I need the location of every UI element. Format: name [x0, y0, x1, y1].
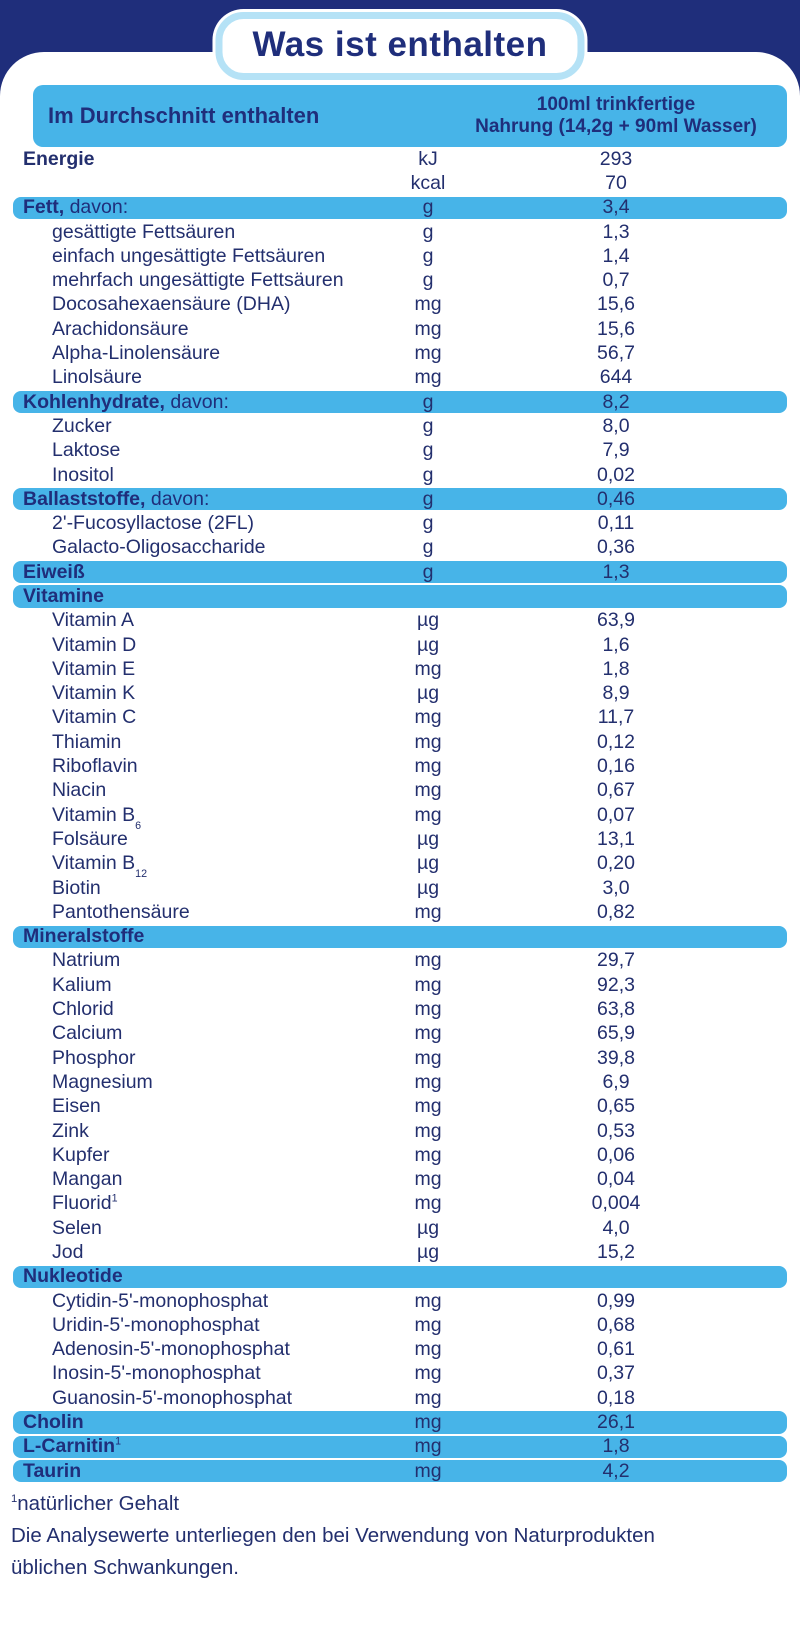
row-value: 0,67 [597, 779, 635, 802]
row-unit: mg [414, 1022, 442, 1045]
table-row [0, 827, 800, 851]
row-label: Taurin [23, 1459, 82, 1482]
row-unit: mg [414, 366, 442, 389]
footnote-marker: 1 [11, 1493, 18, 1506]
row-value: 8,0 [602, 414, 630, 437]
row-value: 56,7 [597, 342, 635, 365]
table-row [0, 317, 800, 341]
row-label: Pantothensäure [52, 900, 190, 923]
table-row [0, 779, 800, 803]
row-label: Inosin-5'-monophosphat [52, 1362, 261, 1385]
table-header-right-line2: Nahrung (14,2g + 90ml Wasser) [475, 116, 757, 137]
table-header-bar [33, 85, 787, 147]
row-unit: g [422, 463, 434, 486]
table-row [0, 730, 800, 754]
row-unit: µg [416, 852, 440, 875]
table-row [0, 1362, 800, 1386]
row-value: 0,7 [602, 269, 630, 292]
row-unit: g [422, 244, 434, 267]
row-label: Vitamin $B_6$ [52, 803, 142, 832]
table-row [0, 1022, 800, 1046]
row-unit: mg [414, 1289, 442, 1312]
row-value: 1,8 [602, 657, 630, 680]
row-unit: g [422, 196, 434, 219]
row-value: 0,36 [597, 536, 635, 559]
row-value: 0,37 [597, 1362, 635, 1385]
row-value: 11,7 [597, 706, 635, 729]
row-label: Kupfer [52, 1143, 110, 1166]
table-row [0, 293, 800, 317]
table-row [0, 925, 800, 949]
row-label: Mineralstoffe [23, 925, 145, 948]
table-row [0, 1289, 800, 1313]
row-label: Magnesium [52, 1070, 153, 1093]
row-label: Selen [52, 1216, 102, 1239]
row-value: 0,16 [597, 755, 635, 778]
row-value: 15,2 [597, 1241, 635, 1263]
table-row [0, 536, 800, 560]
row-label: Nukleotide [23, 1265, 123, 1288]
row-unit: µg [416, 876, 440, 899]
row-value: 0,68 [597, 1313, 635, 1336]
nutrition-label-card [0, 52, 800, 1626]
table-row [0, 220, 800, 244]
row-label: Vitamin D [52, 633, 137, 656]
row-value: 13,1 [597, 827, 635, 850]
row-unit: g [422, 269, 434, 292]
row-value: 29,7 [597, 949, 635, 972]
row-label: Energie [23, 147, 95, 170]
row-unit: g [422, 414, 434, 437]
row-value: 0,61 [597, 1338, 635, 1361]
row-unit: mg [414, 1192, 442, 1215]
row-value: 0,99 [597, 1289, 635, 1312]
row-value: 1,3 [602, 560, 630, 583]
table-row [0, 754, 800, 778]
row-unit: µg [416, 609, 440, 632]
row-label: Cytidin-5'-monophosphat [52, 1289, 269, 1312]
row-label: Vitamin $B_{12}$ [52, 852, 148, 881]
table-row [0, 949, 800, 973]
row-unit: mg [414, 803, 442, 826]
row-unit: mg [414, 342, 442, 365]
row-label: Adenosin-5'-monophosphat [52, 1338, 290, 1361]
row-unit: mg [414, 730, 442, 753]
table-row [0, 1459, 800, 1483]
table-row [0, 1338, 800, 1362]
row-value: 8,2 [602, 390, 630, 413]
row-unit: mg [414, 706, 442, 729]
row-value: 0,04 [597, 1168, 635, 1191]
row-value: 6,9 [602, 1070, 630, 1093]
table-row [0, 511, 800, 535]
nutrition-table [0, 147, 800, 1483]
row-value: 0,46 [597, 487, 635, 510]
table-row [0, 1313, 800, 1337]
table-row [0, 1410, 800, 1434]
row-value: 1,4 [602, 244, 630, 267]
row-unit: mg [414, 1411, 442, 1434]
table-row [0, 1119, 800, 1143]
table-row [0, 876, 800, 900]
row-label: Zink [52, 1119, 89, 1142]
table-row [0, 244, 800, 268]
row-value: 39,8 [597, 1046, 635, 1069]
table-row [0, 706, 800, 730]
analysis-note-line2: üblichen Schwankungen. [11, 1556, 239, 1579]
analysis-note-line1: Die Analysewerte unterliegen den bei Verwendung von Naturprodukten [11, 1524, 655, 1547]
row-label: Natrium [52, 949, 121, 972]
row-value: 63,9 [597, 609, 635, 632]
table-row [0, 1192, 800, 1216]
row-label: Eisen [52, 1095, 101, 1118]
row-label: Chlorid [52, 998, 114, 1021]
row-unit: mg [414, 1459, 442, 1482]
row-value: 0,11 [597, 512, 635, 535]
row-label: Alpha-Linolensäure [52, 342, 221, 365]
row-label: Fluorid$^1$ [52, 1192, 118, 1215]
row-unit: mg [414, 1435, 442, 1458]
row-label: Folsäure [52, 827, 128, 850]
row-label: Inositol [52, 463, 114, 486]
row-label: Zucker [52, 414, 112, 437]
table-row [0, 584, 800, 608]
row-label: Kohlenhydrate, davon: [23, 390, 229, 413]
row-value: 4,2 [602, 1459, 630, 1482]
row-unit: µg [416, 827, 440, 850]
row-value: 63,8 [597, 998, 635, 1021]
row-unit: mg [414, 1143, 442, 1166]
row-label: Phosphor [52, 1046, 136, 1069]
row-unit: mg [414, 1095, 442, 1118]
row-label: einfach ungesättigte Fettsäuren [52, 244, 326, 267]
table-row [0, 657, 800, 681]
row-unit: mg [414, 657, 442, 680]
row-unit: g [422, 439, 434, 462]
row-label: Niacin [52, 779, 107, 802]
table-row [0, 852, 800, 881]
row-value: 0,02 [597, 463, 635, 486]
row-label: Mangan [52, 1168, 123, 1191]
row-label: Vitamin C [52, 706, 137, 729]
row-label: Thiamin [52, 730, 122, 753]
row-unit: g [422, 536, 434, 559]
row-label: Fett, davon: [23, 196, 129, 219]
row-unit: µg [416, 1216, 440, 1239]
row-label: Uridin-5'-monophosphat [52, 1313, 260, 1336]
row-unit: g [422, 220, 434, 243]
row-label: Cholin [23, 1411, 84, 1434]
row-label: Vitamine [23, 584, 104, 607]
row-unit: mg [414, 755, 442, 778]
row-value: 26,1 [597, 1411, 635, 1434]
table-row [0, 1046, 800, 1070]
row-unit: kcal [410, 171, 446, 194]
table-row [0, 196, 800, 220]
table-row [0, 997, 800, 1021]
row-value: 0,82 [597, 900, 635, 923]
table-header-right-line1: 100ml trinkfertige [536, 94, 696, 115]
row-unit: mg [414, 1070, 442, 1093]
table-row [0, 414, 800, 438]
row-value: 0,65 [597, 1095, 635, 1118]
row-label: 2'-Fucosyllactose (2FL) [52, 512, 255, 535]
table-row [0, 900, 800, 924]
row-unit: µg [416, 682, 440, 705]
table-row [0, 633, 800, 657]
table-row [0, 487, 800, 511]
row-value: 0,004 [591, 1192, 641, 1215]
row-unit: g [422, 560, 434, 583]
page-title: Was ist enthalten [252, 25, 548, 64]
table-row [0, 147, 800, 171]
table-row [0, 1240, 800, 1264]
row-label: mehrfach ungesättigte Fettsäuren [52, 269, 344, 292]
row-unit: mg [414, 1313, 442, 1336]
row-label: Linolsäure [52, 366, 142, 389]
row-value: 1,8 [602, 1435, 630, 1458]
row-unit: mg [414, 1362, 442, 1385]
row-value: 0,20 [597, 852, 635, 875]
row-unit: mg [414, 1338, 442, 1361]
row-label: Vitamin E [52, 657, 136, 680]
row-value: 3,4 [602, 196, 630, 219]
table-row [0, 1435, 800, 1459]
row-value: 0,07 [597, 803, 635, 826]
row-unit: g [422, 487, 434, 510]
row-unit: g [422, 390, 434, 413]
row-unit: mg [414, 293, 442, 316]
row-unit: mg [414, 900, 442, 923]
row-unit: g [422, 512, 434, 535]
table-row [0, 1070, 800, 1094]
row-value: 1,6 [602, 633, 630, 656]
row-unit: mg [414, 973, 442, 996]
row-value: 7,9 [602, 439, 630, 462]
table-row [0, 1386, 800, 1410]
row-value: 1,3 [602, 220, 630, 243]
row-label: Kalium [52, 973, 112, 996]
table-row [0, 1095, 800, 1119]
table-row [0, 341, 800, 365]
table-row [0, 682, 800, 706]
table-row [0, 1265, 800, 1289]
table-row [0, 1216, 800, 1240]
row-value: 644 [599, 366, 633, 389]
row-value: 0,06 [597, 1143, 635, 1166]
row-label: Riboflavin [52, 755, 138, 778]
footnote-text: natürlicher Gehalt [17, 1492, 180, 1515]
table-row [0, 463, 800, 487]
row-value: 8,9 [602, 682, 630, 705]
table-header-left-label: Im Durchschnitt enthalten [48, 103, 320, 128]
row-label: L-Carnitin$^1$ [23, 1435, 122, 1458]
row-value: 92,3 [597, 973, 635, 996]
row-label: Eiweiß [23, 560, 85, 583]
row-value: 70 [605, 171, 627, 194]
row-unit: µg [416, 1241, 440, 1263]
row-value: 65,9 [597, 1022, 635, 1045]
table-row [0, 1167, 800, 1191]
row-unit: mg [414, 779, 442, 802]
row-value: 0,18 [597, 1386, 635, 1409]
row-label: Guanosin-5'-monophosphat [52, 1386, 293, 1409]
footnotes [11, 1488, 780, 1584]
row-label: Vitamin A [52, 609, 135, 632]
row-unit: mg [414, 949, 442, 972]
row-value: 3,0 [602, 876, 630, 899]
row-unit: mg [414, 1119, 442, 1142]
table-row [0, 390, 800, 414]
row-unit: mg [414, 1386, 442, 1409]
row-unit: mg [414, 317, 442, 340]
row-unit: kJ [418, 147, 438, 170]
row-unit: mg [414, 998, 442, 1021]
row-value: 15,6 [597, 317, 635, 340]
row-label: Docosahexaensäure (DHA) [52, 293, 291, 316]
row-label: Calcium [52, 1022, 123, 1045]
table-row [0, 803, 800, 832]
row-label: Vitamin K [52, 682, 136, 705]
row-label: Galacto-Oligosaccharide [52, 536, 266, 559]
table-row [0, 560, 800, 584]
row-value: 15,6 [597, 293, 635, 316]
table-row [0, 439, 800, 463]
table-row [0, 366, 800, 390]
row-label: Ballaststoffe, davon: [23, 487, 210, 510]
row-value: 0,53 [597, 1119, 635, 1142]
row-value: 293 [599, 147, 633, 170]
table-header-right-label [451, 94, 787, 138]
row-label: Jod [52, 1241, 84, 1263]
row-label: Laktose [52, 439, 121, 462]
row-value: 4,0 [602, 1216, 630, 1239]
row-unit: mg [414, 1046, 442, 1069]
footnote-natural-content [11, 1488, 780, 1520]
row-unit: mg [414, 1168, 442, 1191]
table-row [0, 1143, 800, 1167]
table-row [0, 973, 800, 997]
row-label: gesättigte Fettsäuren [52, 220, 236, 243]
row-label: Arachidonsäure [52, 317, 189, 340]
title-pill [215, 12, 584, 80]
row-unit: µg [416, 633, 440, 656]
table-row [0, 609, 800, 633]
row-label: Biotin [52, 876, 101, 899]
table-row [0, 171, 800, 195]
row-value: 0,12 [597, 730, 635, 753]
table-row [0, 268, 800, 292]
